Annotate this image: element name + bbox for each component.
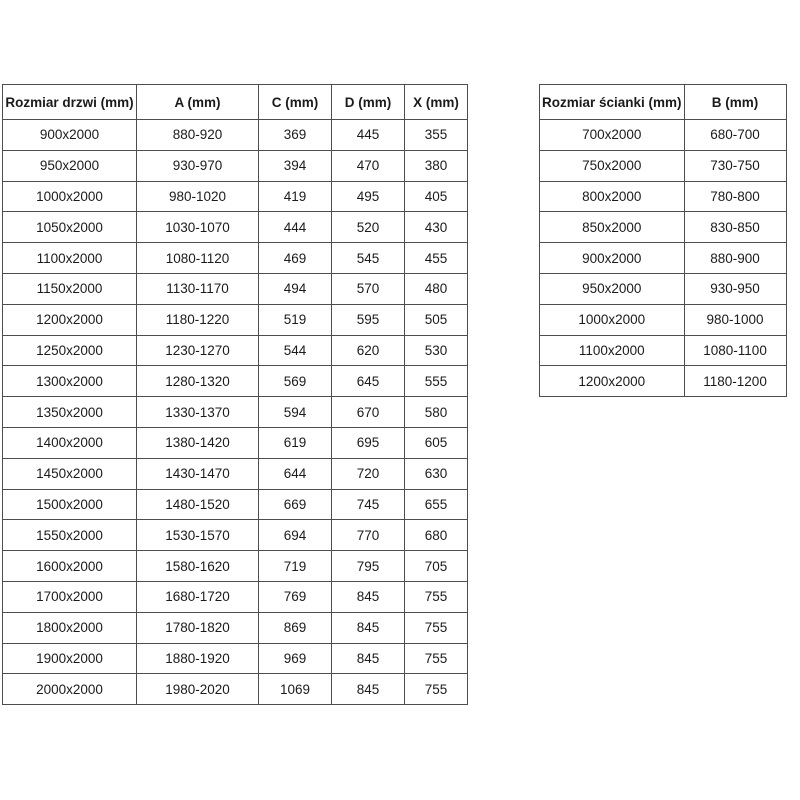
table-cell: 505	[405, 304, 468, 335]
header-row	[540, 85, 787, 120]
table-cell: 845	[332, 643, 405, 674]
table-cell: 1380-1420	[137, 427, 259, 458]
table-cell: 670	[332, 397, 405, 428]
table-cell: 755	[405, 612, 468, 643]
table-cell: 1550x2000	[3, 520, 137, 551]
table-cell: 830-850	[684, 212, 786, 243]
table-cell: 2000x2000	[3, 674, 137, 705]
table-cell: 620	[332, 335, 405, 366]
table-cell: 1230-1270	[137, 335, 259, 366]
table-cell: 1580-1620	[137, 551, 259, 582]
table-cell: 1150x2000	[3, 273, 137, 304]
table-cell: 1080-1120	[137, 243, 259, 274]
table-cell: 730-750	[684, 150, 786, 181]
table-cell: 750x2000	[540, 150, 685, 181]
table-cell: 519	[259, 304, 332, 335]
table-cell: 1069	[259, 674, 332, 705]
table-row	[540, 120, 787, 151]
table-cell: 1800x2000	[3, 612, 137, 643]
table-row	[540, 366, 787, 397]
table-row	[3, 551, 468, 582]
header-row	[3, 85, 468, 120]
table-row	[540, 243, 787, 274]
table-cell: 1530-1570	[137, 520, 259, 551]
table-row	[3, 335, 468, 366]
table-cell: 1100x2000	[3, 243, 137, 274]
table-cell: 530	[405, 335, 468, 366]
table-cell: 1450x2000	[3, 458, 137, 489]
table-cell: 380	[405, 150, 468, 181]
table-row	[3, 643, 468, 674]
table-cell: 845	[332, 581, 405, 612]
table-row	[3, 581, 468, 612]
table-cell: 1980-2020	[137, 674, 259, 705]
table-row	[3, 150, 468, 181]
table-cell: 695	[332, 427, 405, 458]
table-row	[3, 489, 468, 520]
table-row	[3, 427, 468, 458]
table-cell: 680	[405, 520, 468, 551]
table-row	[540, 150, 787, 181]
table-cell: 795	[332, 551, 405, 582]
table-cell: 755	[405, 643, 468, 674]
table-cell: 1900x2000	[3, 643, 137, 674]
column-header: D (mm)	[332, 85, 405, 120]
table-cell: 745	[332, 489, 405, 520]
table-cell: 850x2000	[540, 212, 685, 243]
table-cell: 1030-1070	[137, 212, 259, 243]
table-row	[3, 366, 468, 397]
table-cell: 1000x2000	[3, 181, 137, 212]
table-cell: 1200x2000	[540, 366, 685, 397]
table-cell: 545	[332, 243, 405, 274]
table-cell: 644	[259, 458, 332, 489]
column-header: Rozmiar drzwi (mm)	[3, 85, 137, 120]
table-cell: 1050x2000	[3, 212, 137, 243]
table-cell: 1480-1520	[137, 489, 259, 520]
table-cell: 470	[332, 150, 405, 181]
table-cell: 930-950	[684, 273, 786, 304]
table-cell: 469	[259, 243, 332, 274]
table-cell: 869	[259, 612, 332, 643]
table-cell: 755	[405, 674, 468, 705]
table-cell: 419	[259, 181, 332, 212]
table-row	[3, 520, 468, 551]
table-cell: 1680-1720	[137, 581, 259, 612]
table-row	[3, 304, 468, 335]
table-row	[540, 304, 787, 335]
table-cell: 570	[332, 273, 405, 304]
table-cell: 430	[405, 212, 468, 243]
table-cell: 1180-1220	[137, 304, 259, 335]
table-cell: 495	[332, 181, 405, 212]
table-cell: 980-1020	[137, 181, 259, 212]
table-row	[3, 612, 468, 643]
table-cell: 445	[332, 120, 405, 151]
table-cell: 950x2000	[3, 150, 137, 181]
table-cell: 880-920	[137, 120, 259, 151]
table-cell: 900x2000	[540, 243, 685, 274]
table-cell: 405	[405, 181, 468, 212]
table-cell: 544	[259, 335, 332, 366]
table-row	[540, 335, 787, 366]
table-cell: 680-700	[684, 120, 786, 151]
table-cell: 845	[332, 674, 405, 705]
table-cell: 780-800	[684, 181, 786, 212]
table-cell: 619	[259, 427, 332, 458]
table-cell: 595	[332, 304, 405, 335]
table-cell: 1700x2000	[3, 581, 137, 612]
table-cell: 1350x2000	[3, 397, 137, 428]
column-header: Rozmiar ścianki (mm)	[540, 85, 685, 120]
table-cell: 1400x2000	[3, 427, 137, 458]
table-cell: 800x2000	[540, 181, 685, 212]
table-cell: 1330-1370	[137, 397, 259, 428]
table-row	[3, 120, 468, 151]
table-cell: 1250x2000	[3, 335, 137, 366]
table-row	[3, 212, 468, 243]
column-header: B (mm)	[684, 85, 786, 120]
table-cell: 769	[259, 581, 332, 612]
table-cell: 755	[405, 581, 468, 612]
table-row	[3, 243, 468, 274]
table-row	[540, 181, 787, 212]
table-cell: 645	[332, 366, 405, 397]
column-header: X (mm)	[405, 85, 468, 120]
table-cell: 394	[259, 150, 332, 181]
column-header: C (mm)	[259, 85, 332, 120]
table-cell: 1200x2000	[3, 304, 137, 335]
table-cell: 494	[259, 273, 332, 304]
table-cell: 1000x2000	[540, 304, 685, 335]
table-cell: 369	[259, 120, 332, 151]
table-cell: 355	[405, 120, 468, 151]
table-cell: 669	[259, 489, 332, 520]
table-cell: 1180-1200	[684, 366, 786, 397]
table-cell: 569	[259, 366, 332, 397]
table-cell: 1500x2000	[3, 489, 137, 520]
table-cell: 444	[259, 212, 332, 243]
table-cell: 845	[332, 612, 405, 643]
table-cell: 969	[259, 643, 332, 674]
table-cell: 900x2000	[3, 120, 137, 151]
table-cell: 1600x2000	[3, 551, 137, 582]
table-cell: 1100x2000	[540, 335, 685, 366]
table-cell: 594	[259, 397, 332, 428]
table-row	[3, 458, 468, 489]
table-row	[3, 273, 468, 304]
table-cell: 980-1000	[684, 304, 786, 335]
table-cell: 555	[405, 366, 468, 397]
table-cell: 580	[405, 397, 468, 428]
table-row	[3, 181, 468, 212]
table-row	[540, 273, 787, 304]
table-cell: 700x2000	[540, 120, 685, 151]
table-cell: 1880-1920	[137, 643, 259, 674]
table-cell: 1130-1170	[137, 273, 259, 304]
table-cell: 520	[332, 212, 405, 243]
table-cell: 1430-1470	[137, 458, 259, 489]
table-cell: 455	[405, 243, 468, 274]
table-row	[540, 212, 787, 243]
table-cell: 930-970	[137, 150, 259, 181]
table-cell: 1080-1100	[684, 335, 786, 366]
table-cell: 480	[405, 273, 468, 304]
walls-size-table	[539, 84, 787, 397]
table-row	[3, 674, 468, 705]
table-cell: 950x2000	[540, 273, 685, 304]
doors-size-table	[2, 84, 468, 705]
table-cell: 655	[405, 489, 468, 520]
table-cell: 720	[332, 458, 405, 489]
table-row	[3, 397, 468, 428]
table-cell: 705	[405, 551, 468, 582]
table-cell: 770	[332, 520, 405, 551]
table-cell: 880-900	[684, 243, 786, 274]
table-cell: 1780-1820	[137, 612, 259, 643]
table-cell: 1280-1320	[137, 366, 259, 397]
table-cell: 719	[259, 551, 332, 582]
column-header: A (mm)	[137, 85, 259, 120]
table-cell: 605	[405, 427, 468, 458]
table-cell: 630	[405, 458, 468, 489]
table-cell: 694	[259, 520, 332, 551]
table-cell: 1300x2000	[3, 366, 137, 397]
